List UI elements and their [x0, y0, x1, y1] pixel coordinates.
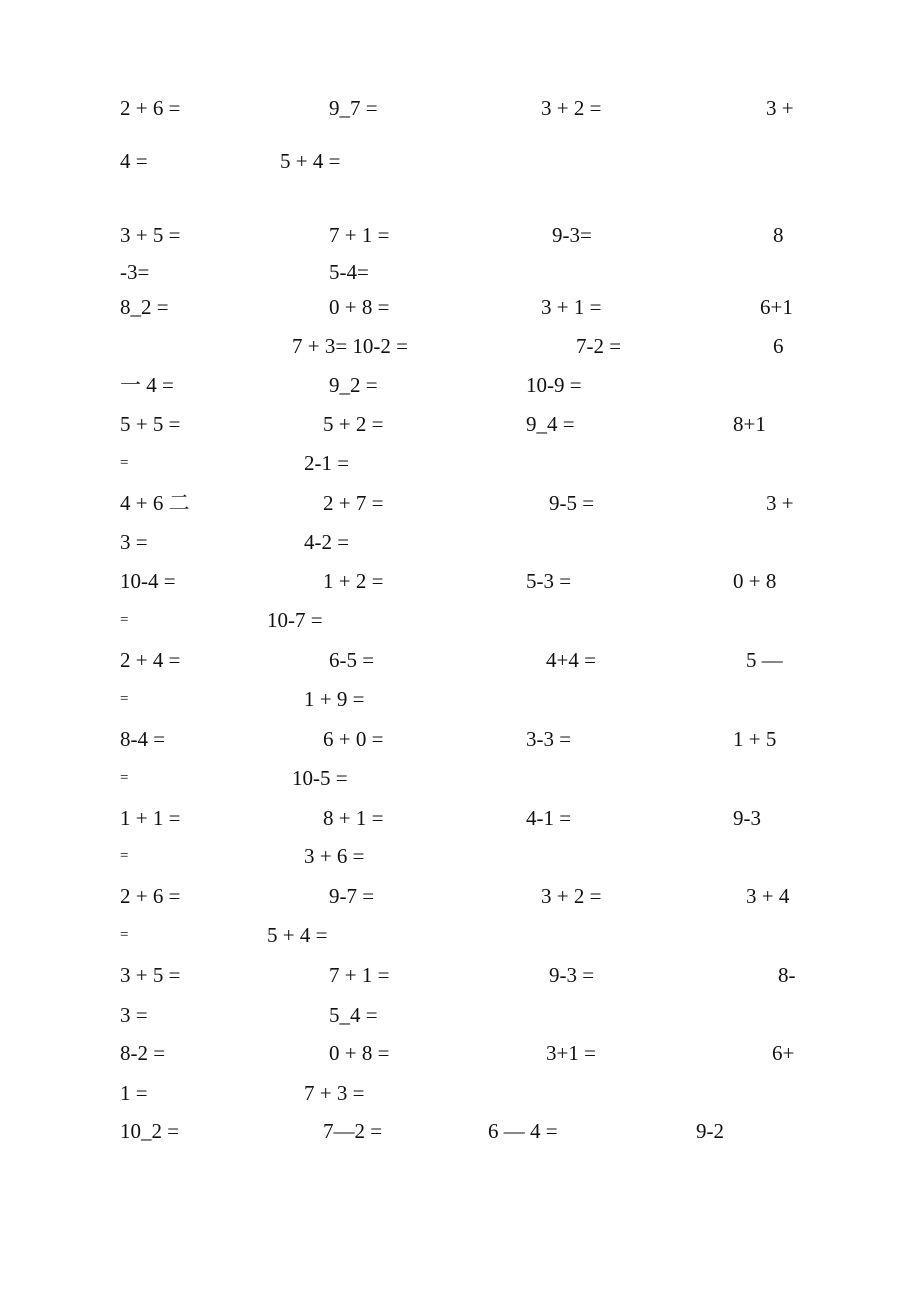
problem: 3 = — [120, 1003, 148, 1027]
problem: 4 + 6 二 — [120, 491, 190, 515]
problem: 3 + 5 = — [120, 223, 181, 247]
problem: 9_7 = — [329, 96, 378, 120]
problem: 3 = — [120, 530, 148, 554]
problem: 5_4 = — [329, 1003, 378, 1027]
problem: 8-2 = — [120, 1041, 166, 1065]
problem: 0 + 8 — [733, 569, 777, 593]
problem: 1 + 2 = — [323, 569, 384, 593]
problem: 3+1 = — [546, 1041, 596, 1065]
problem: 6-5 = — [329, 648, 375, 672]
problem: 3 + — [766, 491, 794, 515]
problem: 5 — — [746, 648, 783, 672]
problem: 7 + 1 = — [329, 223, 390, 247]
problem: 10-4 = — [120, 569, 176, 593]
problem: 7 + 1 = — [329, 963, 390, 987]
problem: 3 + 6 = — [304, 844, 365, 868]
problem: = — [120, 455, 129, 471]
problem: 4+4 = — [546, 648, 596, 672]
problem: 3 + 4 — [746, 884, 790, 908]
problem: 2 + 6 = — [120, 884, 181, 908]
problem: 10-5 = — [292, 766, 348, 790]
problem: 7—2 = — [323, 1119, 383, 1143]
problem: 1 + 9 = — [304, 687, 365, 711]
problem: -3= — [120, 260, 150, 284]
problem: 1 + 1 = — [120, 806, 181, 830]
problem: 6 — 4 = — [488, 1119, 558, 1143]
problem: 3 + 5 = — [120, 963, 181, 987]
problem: 9-2 — [696, 1119, 724, 1143]
problem: 6+ — [772, 1041, 795, 1065]
problem: = — [120, 691, 129, 707]
problem: = — [120, 848, 129, 864]
problem: 1 = — [120, 1081, 148, 1105]
problem: 5-3 = — [526, 569, 572, 593]
problem: 5 + 2 = — [323, 412, 384, 436]
problem: = — [120, 927, 129, 943]
problem: 7 + 3= 10-2 = — [292, 334, 409, 358]
problem: 10-7 = — [267, 608, 323, 632]
problem: 2 + 6 = — [120, 96, 181, 120]
problem: 6+1 — [760, 295, 793, 319]
problem: 9-5 = — [549, 491, 595, 515]
problem: 4-2 = — [304, 530, 350, 554]
problem: 9_4 = — [526, 412, 575, 436]
problem: 10_2 = — [120, 1119, 180, 1143]
problem: 10-9 = — [526, 373, 582, 397]
problem: 0 + 8 = — [329, 1041, 390, 1065]
problem: 一 4 = — [120, 373, 174, 397]
problem: 1 + 5 — [733, 727, 777, 751]
problem: 3 + 2 = — [541, 884, 602, 908]
problem: 8+1 — [733, 412, 766, 436]
problem: 8-4 = — [120, 727, 166, 751]
problem: 6 — [773, 334, 784, 358]
problem: = — [120, 770, 129, 786]
problem: 5 + 4 = — [280, 149, 341, 173]
problem: 3 + 1 = — [541, 295, 602, 319]
problem: 2-1 = — [304, 451, 350, 475]
problem: 0 + 8 = — [329, 295, 390, 319]
problem: 8_2 = — [120, 295, 169, 319]
problem: 2 + 4 = — [120, 648, 181, 672]
problem: 5-4= — [329, 260, 369, 284]
problem: 4-1 = — [526, 806, 572, 830]
problem: 9-3 = — [549, 963, 595, 987]
problem: 9_2 = — [329, 373, 378, 397]
problem: 2 + 7 = — [323, 491, 384, 515]
problem: 6 + 0 = — [323, 727, 384, 751]
problem: 8- — [778, 963, 796, 987]
problem: 3-3 = — [526, 727, 572, 751]
problem: 5 + 5 = — [120, 412, 181, 436]
problem: 5 + 4 = — [267, 923, 328, 947]
problem: 9-3= — [552, 223, 592, 247]
problem: 7-2 = — [576, 334, 622, 358]
problem: 9-7 = — [329, 884, 375, 908]
problem: 7 + 3 = — [304, 1081, 365, 1105]
problem: 4 = — [120, 149, 148, 173]
problem: 8 — [773, 223, 784, 247]
problem: 9-3 — [733, 806, 761, 830]
problem: 8 + 1 = — [323, 806, 384, 830]
problem: 3 + — [766, 96, 794, 120]
problem: 3 + 2 = — [541, 96, 602, 120]
problem: = — [120, 612, 129, 628]
